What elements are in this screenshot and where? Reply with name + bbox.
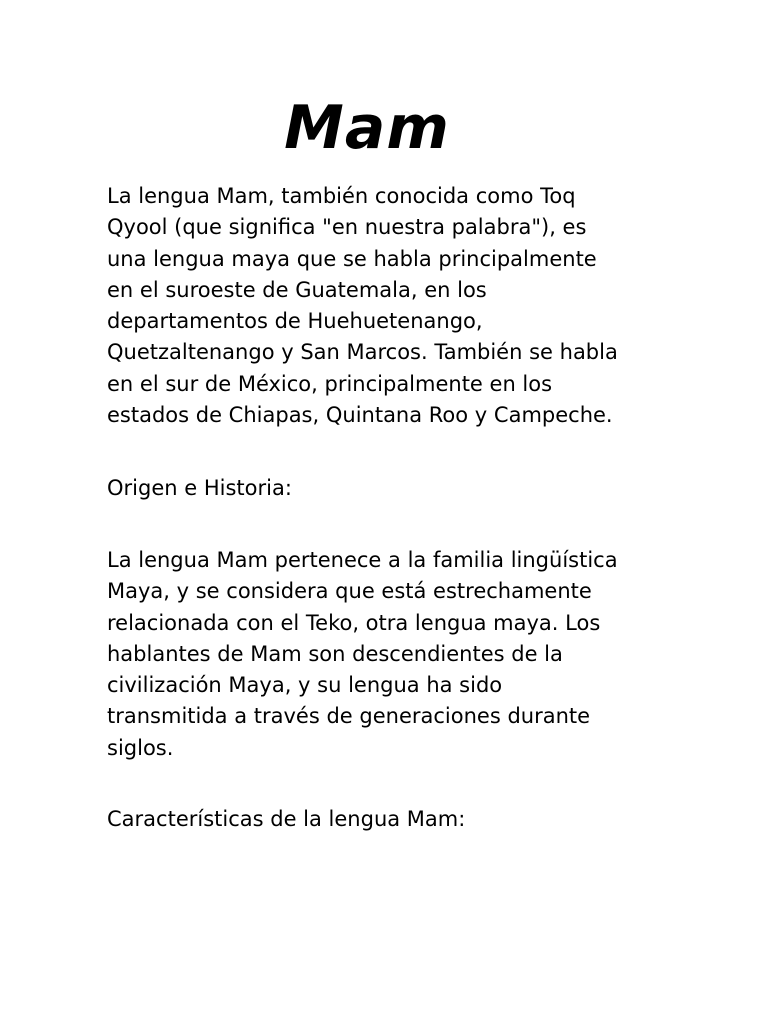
intro-paragraph: La lengua Mam, también conocida como Toq Qyool (que significa "en nuestra palabra"), es una lengua maya que se habla principalmente en el suroeste de Guatemala, en los departamentos de Huehuetenango, Quetzaltenango y San Marcos. También se habla en el sur de México, principalmente en los estados de Chiapas, Quintana Roo y Campeche. — [107, 184, 618, 428]
origin-history-paragraph: La lengua Mam pertenece a la familia lingüística Maya, y se considera que está estrechamente relacionada con el Teko, otra lengua maya. Los hablantes de Mam son descendientes de la civilización Maya, y su lengua ha sido transmitida a través de generaciones durante siglos. — [107, 548, 618, 760]
origin-history-heading: Origen e Historia: — [107, 476, 292, 500]
document-title: Mam — [284, 93, 450, 163]
features-heading: Características de la lengua Mam: — [107, 807, 466, 831]
